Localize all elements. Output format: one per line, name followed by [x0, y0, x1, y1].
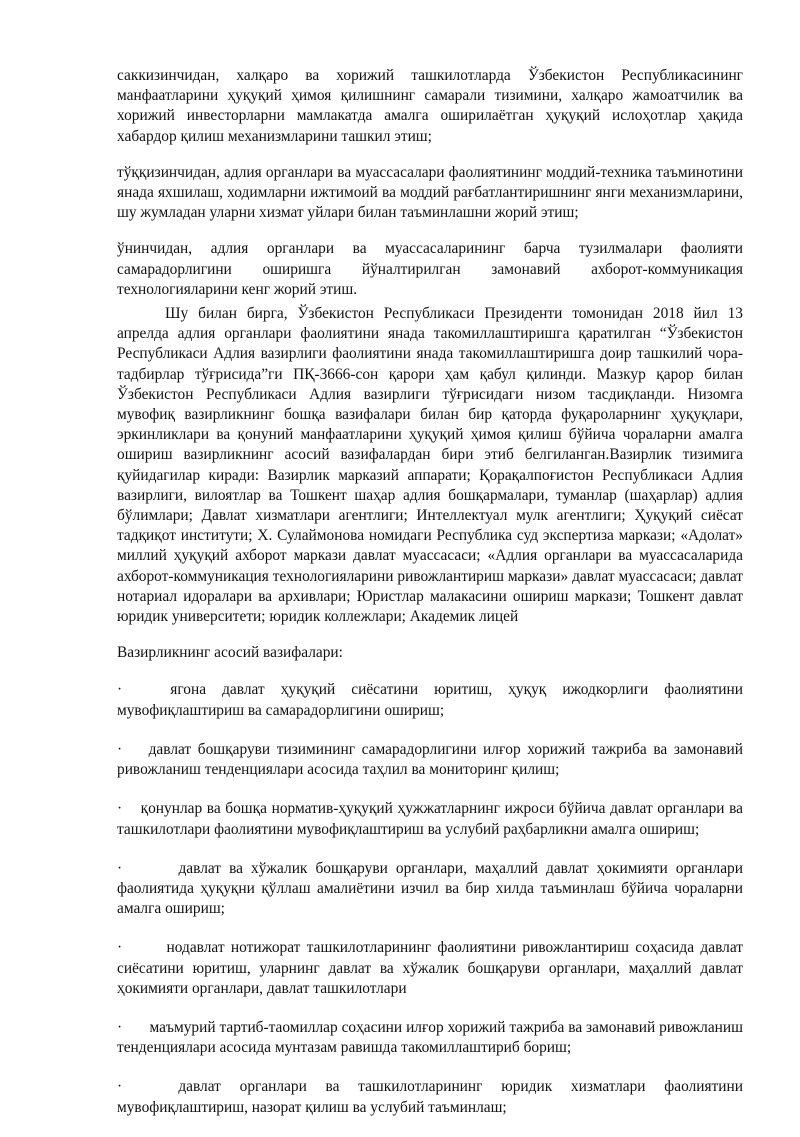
- list-item-text: маъмурий тартиб-таомиллар соҳасини илғор хорижий тажриба ва замонавий ривожланиш тенденциялари асосида мунтазам равишда такомиллаштириб бориш;: [117, 1018, 744, 1057]
- bullet-marker: ·: [117, 1078, 123, 1096]
- bullet-marker: ·: [117, 740, 123, 758]
- list-item-text: қонунлар ва бошқа норматив-ҳуқуқий ҳужжатларнинг ижроси бўйича давлат органлари ва ташкилотлари фаолиятини мувофиқлаштириш ва услубий раҳбарликни амалга ошириш;: [117, 800, 744, 838]
- paragraph-eighth: саккизинчидан, халқаро ва хорижий ташкилотларда Ўзбекистон Республикасининг манфаатларини ҳуқуқий ҳимоя қилишнинг самарали тизимини, халқаро жамоатчилик ва хорижий инвесторларни мамлакатда амалга оширилаётган ҳуқуқий ислоҳотлар ҳақида хабардор қилиш механизмларини ташкил этиш;: [117, 67, 743, 145]
- list-item: [117, 740, 743, 780]
- list-item-text: ягона давлат ҳуқуқий сиёсатини юритиш, ҳуқуқ ижодкорлиги фаолиятини мувофиқлаштириш ва самарадорлигини ошириш;: [117, 681, 744, 719]
- bullet-marker: ·: [117, 939, 123, 957]
- list-item-text: давлат органлари ва ташкилотларининг юридик хизматлари фаолиятини мувофиқлаштириш, назорат қилиш ва услубий таъминлаш;: [117, 1078, 743, 1116]
- list-item: [117, 859, 743, 920]
- bullet-marker: ·: [117, 859, 123, 877]
- list-item: [117, 799, 743, 839]
- paragraph-ninth: тўққизинчидан, адлия органлари ва муассасалари фаолиятининг моддий-техника таъминотини янада яхшилаш, ходимларни ижтимоий ва моддий рағбатлантиришнинг янги механизмларини, шу жумладан уларни хизмат уйлари билан таъминлашни жорий этиш;: [117, 163, 743, 222]
- list-item-text: давлат бошқаруви тизимининг самарадорлигини илғор хорижий тажриба ва замонавий ривожланиш тенденциялари асосида таҳлил ва мониторинг қилиш;: [117, 740, 743, 779]
- list-item: [117, 1077, 743, 1117]
- paragraph-tenth: ўнинчидан, адлия органлари ва муассасаларининг барча тузилмалари фаолияти самарадорлигини оширишга йўналтирилган замонавий ахборот-коммуникация технологияларини кенг жорий этиш.: [117, 240, 743, 298]
- list-item: [117, 1018, 743, 1058]
- list-item-text: нодавлат нотижорат ташкилотларининг фаолиятини ривожлантириш соҳасида давлат сиёсатини юритиш, уларнинг давлат ва хўжалик бошқаруви органлари, маҳаллий давлат ҳокимияти органлари, давлат ташкилотлари: [117, 939, 743, 997]
- list-item: [117, 680, 743, 720]
- list-item-text: давлат ва хўжалик бошқаруви органлари, маҳаллий давлат ҳокимияти органлари фаолиятида ҳуқуқни қўллаш амалиётини изчил ва бир хилда таъминлаш бўйича чораларни амалга ошириш;: [117, 859, 743, 918]
- document-page: [117, 66, 743, 1137]
- paragraph-resolution: Шу билан бирга, Ўзбекистон Республикаси Президенти томонидан 2018 йил 13 апрелда адлия органлари фаолиятини янада такомиллаштиришга қаратилган “Ўзбекистон Республикаси Адлия вазирлиги фаолиятини янада такомиллаштиришга доир ташкилий чора-тадбирлар тўғрисида”ги ПҚ-3666-сон қарори ҳам қабул қилинди. Мазкур қарор билан Ўзбекистон Республикаси Адлия вазирлиги тўғрисидаги низом тасдиқланди. Низомга мувофиқ вазирликнинг бошқа вазифалари билан бир қаторда фуқароларнинг ҳуқуқлари, эркинликлари ва қонуний манфаатларини ҳуқуқий ҳимоя қилиш бўйича чораларни амалга ошириш вазирликнинг асосий вазифалардан бири этиб белгиланган.Вазирлик тизимига қуйидагилар киради: Вазирлик марказий аппарати; Қорақалпоғистон Республикаси Адлия вазирлиги, вилоятлар ва Тошкент шаҳар адлия бошқармалари, туманлар (шаҳарлар) адлия бўлимлари; Давлат хизматлари агентлиги; Интеллектуал мулк агентлиги; Ҳуқуқий сиёсат тадқиқот институти; Х. Сулаймонова номидаги Республика суд экспертиза маркази; «Адолат» миллий ҳуқуқий ахборот маркази давлат муассасаси; «Адлия органлари ва муассасаларида ахборот-коммуникация технологияларини ривожлантириш маркази» давлат муассасаси; давлат нотариал идоралари ва архивлари; Юристлар малакасини ошириш маркази; Тошкент давлат юридик университети; юридик коллежлари; Академик лицей: [117, 305, 743, 626]
- list-item: [117, 938, 743, 999]
- bullet-marker: ·: [117, 1018, 123, 1036]
- bullet-marker: ·: [117, 681, 123, 699]
- section-heading: Вазирликнинг асосий вазифалари:: [117, 644, 343, 662]
- bullet-marker: ·: [117, 800, 123, 818]
